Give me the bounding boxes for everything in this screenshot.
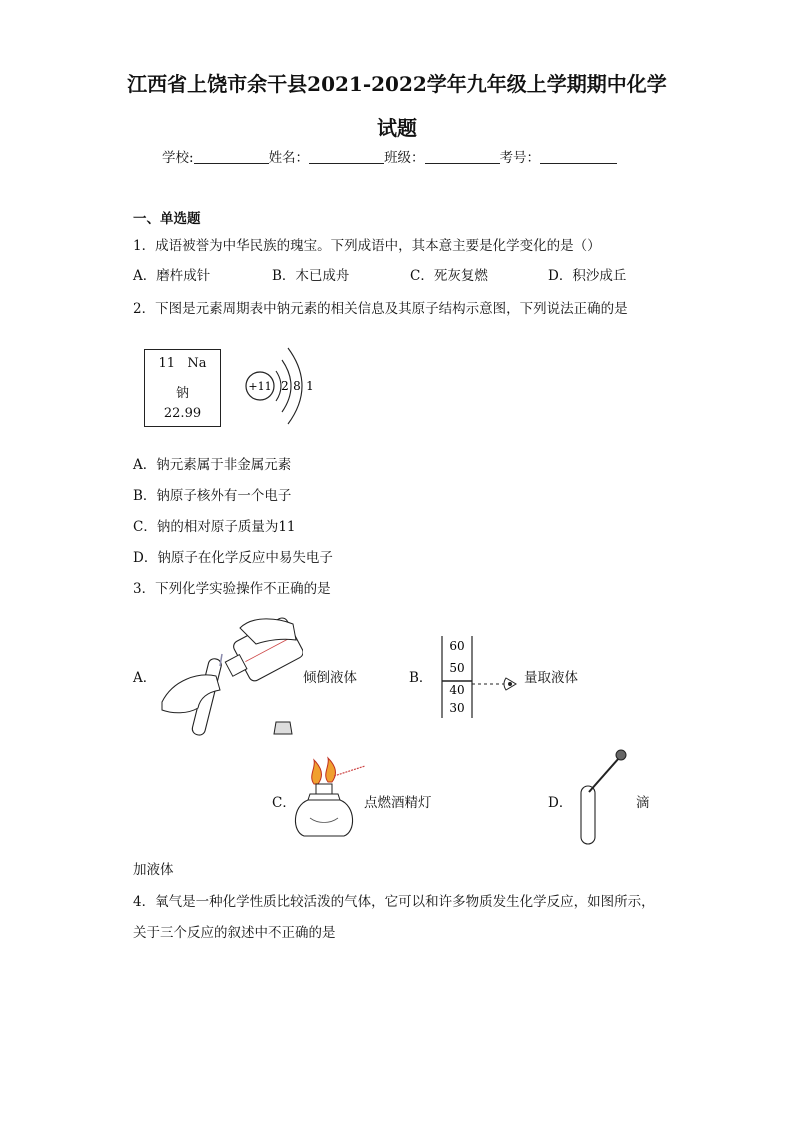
bottle-stopper xyxy=(274,722,292,734)
element-symbol: Na xyxy=(187,356,207,371)
atomic-number: 11 xyxy=(158,356,175,371)
q3-option-b-label: 量取液体 xyxy=(524,670,578,686)
q1-option-c: C．死灰复燃 xyxy=(410,268,488,284)
nucleus-charge: +11 xyxy=(248,380,272,393)
test-tube xyxy=(581,786,595,844)
measuring-cylinder-illustration xyxy=(436,634,526,720)
q3-option-b-letter: B． xyxy=(409,670,433,686)
dropper-glass xyxy=(589,758,619,792)
lamp-neck xyxy=(308,794,340,800)
q4-stem-line2: 关于三个反应的叙述中不正确的是 xyxy=(133,925,336,941)
element-card xyxy=(144,349,221,427)
q3-option-d-label: 滴 xyxy=(636,795,650,811)
tick-label-40: 40 xyxy=(449,683,465,697)
flame-right xyxy=(326,758,336,782)
shell-electrons-3: 1 xyxy=(306,379,314,393)
q1-option-d: D．积沙成丘 xyxy=(548,268,627,284)
school-label: 学校: xyxy=(162,150,194,166)
exam-no-blank xyxy=(540,149,617,164)
flame-left xyxy=(312,760,322,784)
match-stick xyxy=(334,766,365,776)
name-label: 姓名： xyxy=(268,150,310,166)
q2-option-c: C．钠的相对原子质量为11 xyxy=(133,519,296,535)
q2-option-a: A．钠元素属于非金属元素 xyxy=(133,457,292,473)
q4-stem-line1: 4．氧气是一种化学性质比较活泼的气体，它可以和许多物质发生化学反应，如图所示， xyxy=(133,894,655,910)
q3-option-d-continuation: 加液体 xyxy=(133,862,174,878)
q1-option-a: A．磨杵成针 xyxy=(133,268,211,284)
school-blank xyxy=(194,149,269,164)
tick-label-60: 60 xyxy=(449,639,465,653)
atom-structure-diagram xyxy=(242,338,327,433)
shell-electrons-2: 8 xyxy=(293,379,301,393)
q3-stem: 3．下列化学实验操作不正确的是 xyxy=(133,581,331,597)
page-title-line2: 试题 xyxy=(377,116,417,140)
student-info-row xyxy=(162,146,617,166)
q3-option-c-label: 点燃酒精灯 xyxy=(364,795,432,811)
q3-option-c-letter: C． xyxy=(272,795,296,811)
q3-option-a-letter: A． xyxy=(133,670,157,686)
tick-label-30: 30 xyxy=(449,701,465,715)
q2-stem: 2．下图是元素周期表中钠元素的相关信息及其原子结构示意图，下列说法正确的是 xyxy=(133,301,628,317)
class-label: 班级： xyxy=(384,150,425,166)
alcohol-lamp-illustration xyxy=(290,754,370,844)
q3-option-a-label: 倾倒液体 xyxy=(303,670,357,686)
dropper-illustration xyxy=(575,748,635,848)
name-blank xyxy=(309,149,384,164)
q3-option-d-letter: D． xyxy=(548,795,573,811)
element-name: 钠 xyxy=(175,386,189,401)
section-heading: 一、单选题 xyxy=(133,211,201,227)
q2-option-d: D．钠原子在化学反应中易失电子 xyxy=(133,550,333,566)
lamp-cap xyxy=(316,784,332,794)
exam-no-label: 考号： xyxy=(499,150,541,166)
atomic-mass: 22.99 xyxy=(163,406,202,421)
dropper-bulb xyxy=(616,750,626,760)
class-blank xyxy=(425,149,500,164)
q1-stem: 1．成语被誉为中华民族的瑰宝。下列成语中，其本意主要是化学变化的是（） xyxy=(133,238,601,254)
pouring-liquid-illustration xyxy=(158,610,303,745)
lamp-body xyxy=(295,800,352,836)
tick-label-50: 50 xyxy=(449,661,465,675)
q2-option-b: B．钠原子核外有一个电子 xyxy=(133,488,292,504)
page-title: 江西省上饶市余干县2021-2022学年九年级上学期期中化学 xyxy=(127,72,667,96)
shell-electrons-1: 2 xyxy=(281,379,289,393)
q1-option-b: B．木已成舟 xyxy=(272,268,350,284)
